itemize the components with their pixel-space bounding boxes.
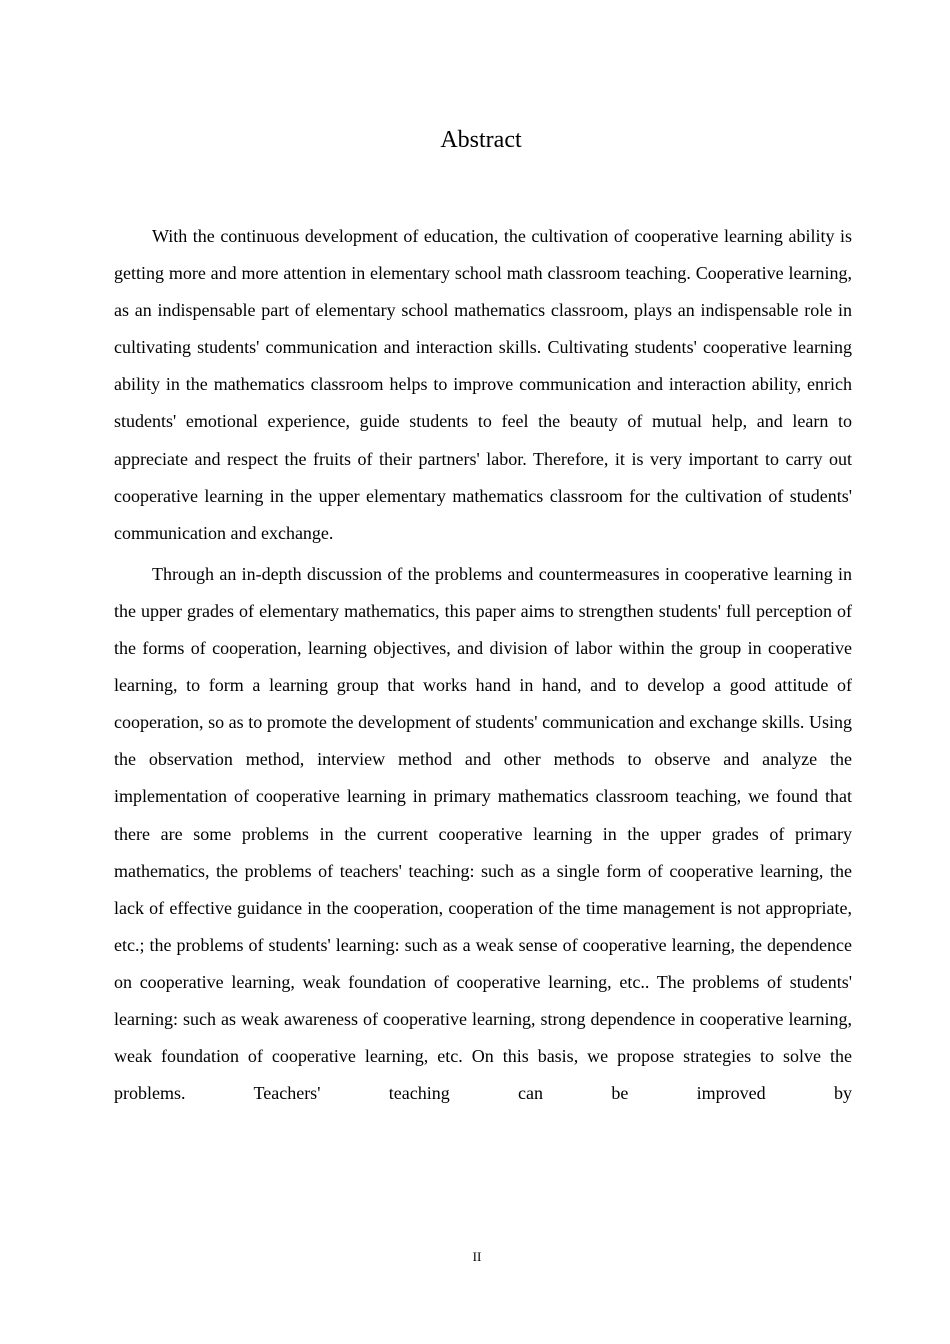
abstract-body [114,218,852,1112]
paragraph-2: Through an in-depth discussion of the problems and countermeasures in cooperative learning in the upper grades of elementary mathematics, this paper aims to strengthen students' full perception of the forms of cooperation, learning objectives, and division of labor within the group in cooperative learning, to form a learning group that works hand in hand, and to develop a good attitude of cooperation, so as to promote the development of students' communication and exchange skills. Using the observation method, interview method and other methods to observe and analyze the implementation of cooperative learning in primary mathematics classroom teaching, we found that there are some problems in the current cooperative learning in the upper grades of primary mathematics, the problems of teachers' teaching: such as a single form of cooperative learning, the lack of effective guidance in the cooperation, cooperation of the time management is not appropriate, etc.; the problems of students' learning: such as a weak sense of cooperative learning, the dependence on cooperative learning, weak foundation of cooperative learning, etc.. The problems of students' learning: such as weak awareness of cooperative learning, strong dependence in cooperative learning, weak foundation of cooperative learning, etc. On this basis, we propose strategies to solve the problems. Teachers' teaching can be improved by [114,563,852,1104]
paragraph-1: With the continuous development of education, the cultivation of cooperative learning ability is getting more and more attention in elementary school math classroom teaching. Cooperative learning, as an indispensable part of elementary school mathematics classroom, plays an indispensable role in cultivating students' communication and interaction skills. Cultivating students' cooperative learning ability in the mathematics classroom helps to improve communication and interaction ability, enrich students' emotional experience, guide students to feel the beauty of mutual help, and learn to appreciate and respect the fruits of their partners' labor. Therefore, it is very important to carry out cooperative learning in the upper elementary mathematics classroom for the cultivation of students' communication and exchange. [114,226,852,543]
page-number: II [472,1249,482,1264]
page-title: Abstract [440,127,522,153]
